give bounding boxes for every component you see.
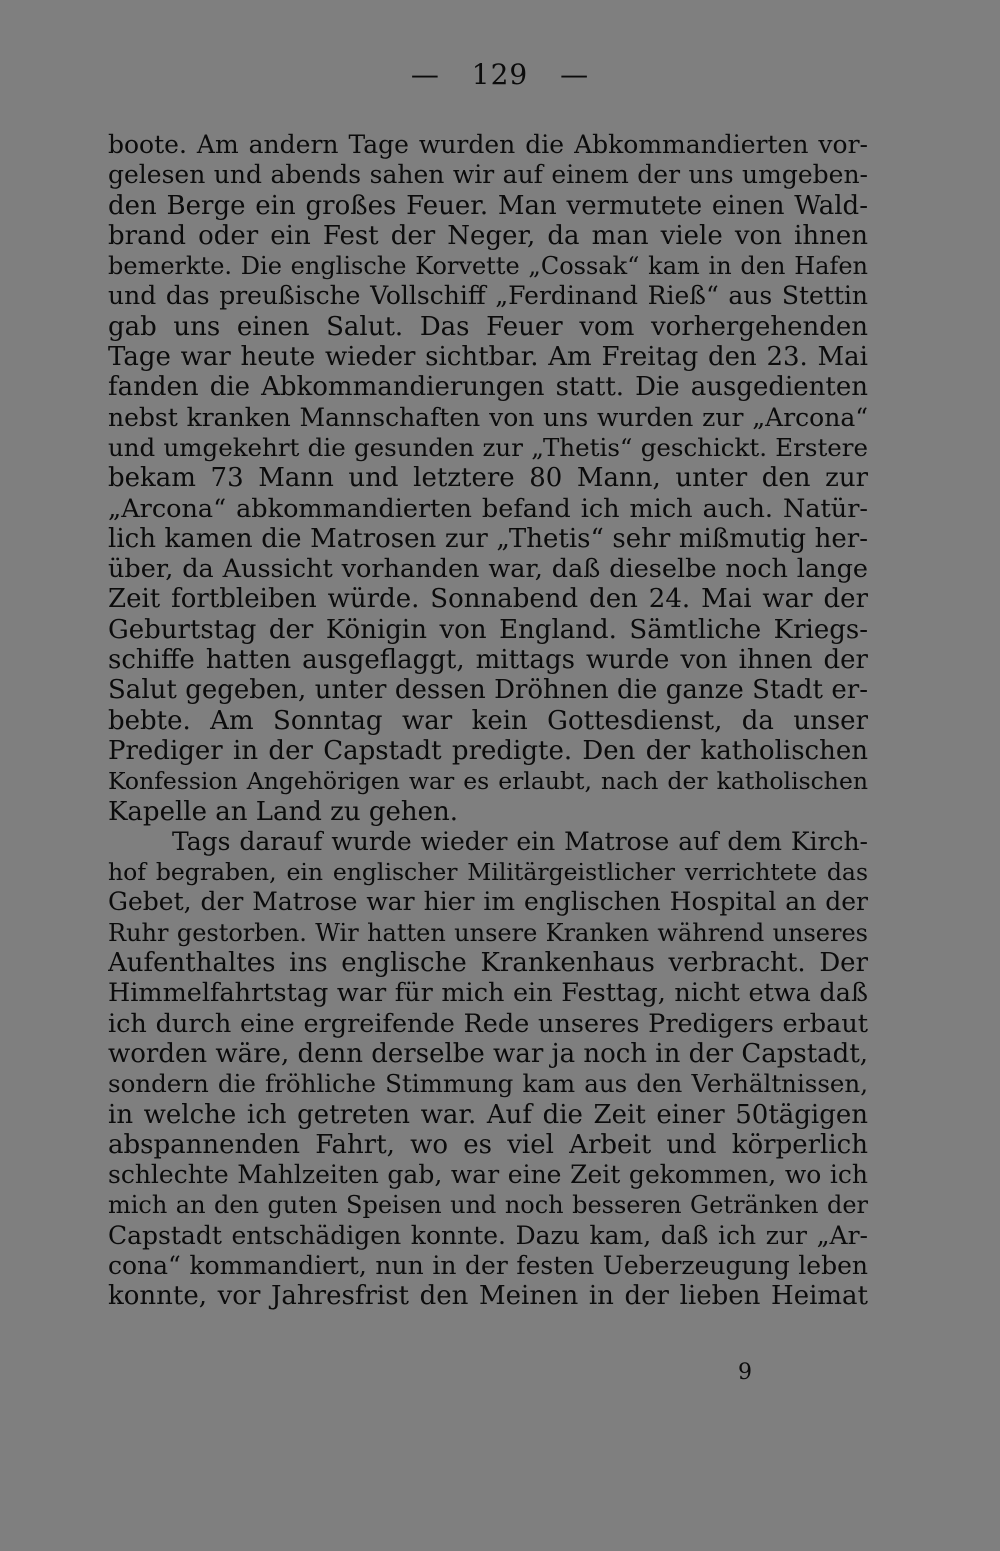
sheet-signature: 9 <box>738 1360 752 1385</box>
text-line: nebst kranken Mannschaften von uns wurden zur „Arcona“ <box>108 402 868 432</box>
text-line: Gebet, der Matrose war hier im englischen Hospital an der <box>108 887 868 917</box>
body-text <box>108 130 868 1312</box>
text-line: bebte. Am Sonntag war kein Gottesdienst, da unser <box>108 705 868 736</box>
text-line: und umgekehrt die gesunden zur „Thetis“ geschickt. Erstere <box>108 432 868 462</box>
text-line: Tage war heute wieder sichtbar. Am Freitag den 23. Mai <box>108 342 868 373</box>
header-dash-right: — <box>560 58 590 91</box>
text-line: Himmelfahrtstag war für mich ein Festtag, nicht etwa daß <box>108 978 868 1009</box>
text-line: bekam 73 Mann und letztere 80 Mann, unter den zur <box>108 463 868 494</box>
text-line: Ruhr gestorben. Wir hatten unsere Kranken während unseres <box>108 918 868 947</box>
page-number: 129 <box>471 58 529 91</box>
text-line: hof begraben, ein englischer Militärgeistlicher verrichtete das <box>108 858 868 887</box>
text-line: abspannenden Fahrt, wo es viel Arbeit und körperlich <box>108 1129 868 1160</box>
text-line: gelesen und abends sahen wir auf einem der uns umgeben- <box>108 160 868 190</box>
text-line: fanden die Abkommandierungen statt. Die ausgedienten <box>108 372 868 403</box>
text-line: cona“ kommandiert, nun in der festen Ueberzeugung leben <box>108 1250 868 1280</box>
text-line: mich an den guten Speisen und noch besseren Getränken der <box>108 1191 868 1220</box>
text-line: ich durch eine ergreifende Rede unseres Predigers erbaut <box>108 1008 868 1039</box>
text-line: Salut gegeben, unter dessen Dröhnen die ganze Stadt er- <box>108 675 868 706</box>
text-line: Aufenthaltes ins englische Krankenhaus verbracht. Der <box>108 948 868 979</box>
text-line: lich kamen die Matrosen zur „Thetis“ sehr mißmutig her- <box>108 523 868 554</box>
text-line: sondern die fröhliche Stimmung kam aus den Verhältnissen, <box>108 1069 868 1099</box>
text-line: konnte, vor Jahresfrist den Meinen in der lieben Heimat <box>108 1281 868 1312</box>
text-line: und das preußische Vollschiff „Ferdinand Rieß“ aus Stettin <box>108 281 868 311</box>
text-line: schlechte Mahlzeiten gab, war eine Zeit gekommen, wo ich <box>108 1160 868 1190</box>
text-line: gab uns einen Salut. Das Feuer vom vorhergehenden <box>108 311 868 342</box>
text-line: schiffe hatten ausgeflaggt, mittags wurde von ihnen der <box>108 645 868 676</box>
text-line: „Arcona“ abkommandierten befand ich mich auch. Natür- <box>108 493 868 524</box>
text-line: worden wäre, denn derselbe war ja noch in der Capstadt, <box>108 1038 868 1069</box>
page-header <box>0 58 1000 91</box>
paragraph-end-line: Kapelle an Land zu gehen. <box>108 796 459 827</box>
text-line: Konfession Angehörigen war es erlaubt, nach der katholischen <box>108 767 868 796</box>
text-line: boote. Am andern Tage wurden die Abkommandierten vor- <box>108 130 868 159</box>
text-line: in welche ich getreten war. Auf die Zeit einer 50tägigen <box>108 1099 868 1130</box>
text-line: Prediger in der Capstadt predigte. Den der katholischen <box>108 735 868 766</box>
text-line: Capstadt entschädigen konnte. Dazu kam, daß ich zur „Ar- <box>108 1220 868 1250</box>
text-line: bemerkte. Die englische Korvette „Cossak“ kam in den Hafen <box>108 252 868 281</box>
text-line: den Berge ein großes Feuer. Man vermutete einen Wald- <box>108 190 868 221</box>
header-dash-left: — <box>410 58 440 91</box>
paragraph-start-line: Tags darauf wurde wieder ein Matrose auf dem Kirch- <box>172 826 868 856</box>
text-line: Geburtstag der Königin von England. Sämtliche Kriegs- <box>108 614 868 645</box>
text-line: brand oder ein Fest der Neger, da man viele von ihnen <box>108 220 868 251</box>
text-line: Zeit fortbleiben würde. Sonnabend den 24. Mai war der <box>108 584 868 615</box>
text-line: über, da Aussicht vorhanden war, daß dieselbe noch lange <box>108 554 868 585</box>
